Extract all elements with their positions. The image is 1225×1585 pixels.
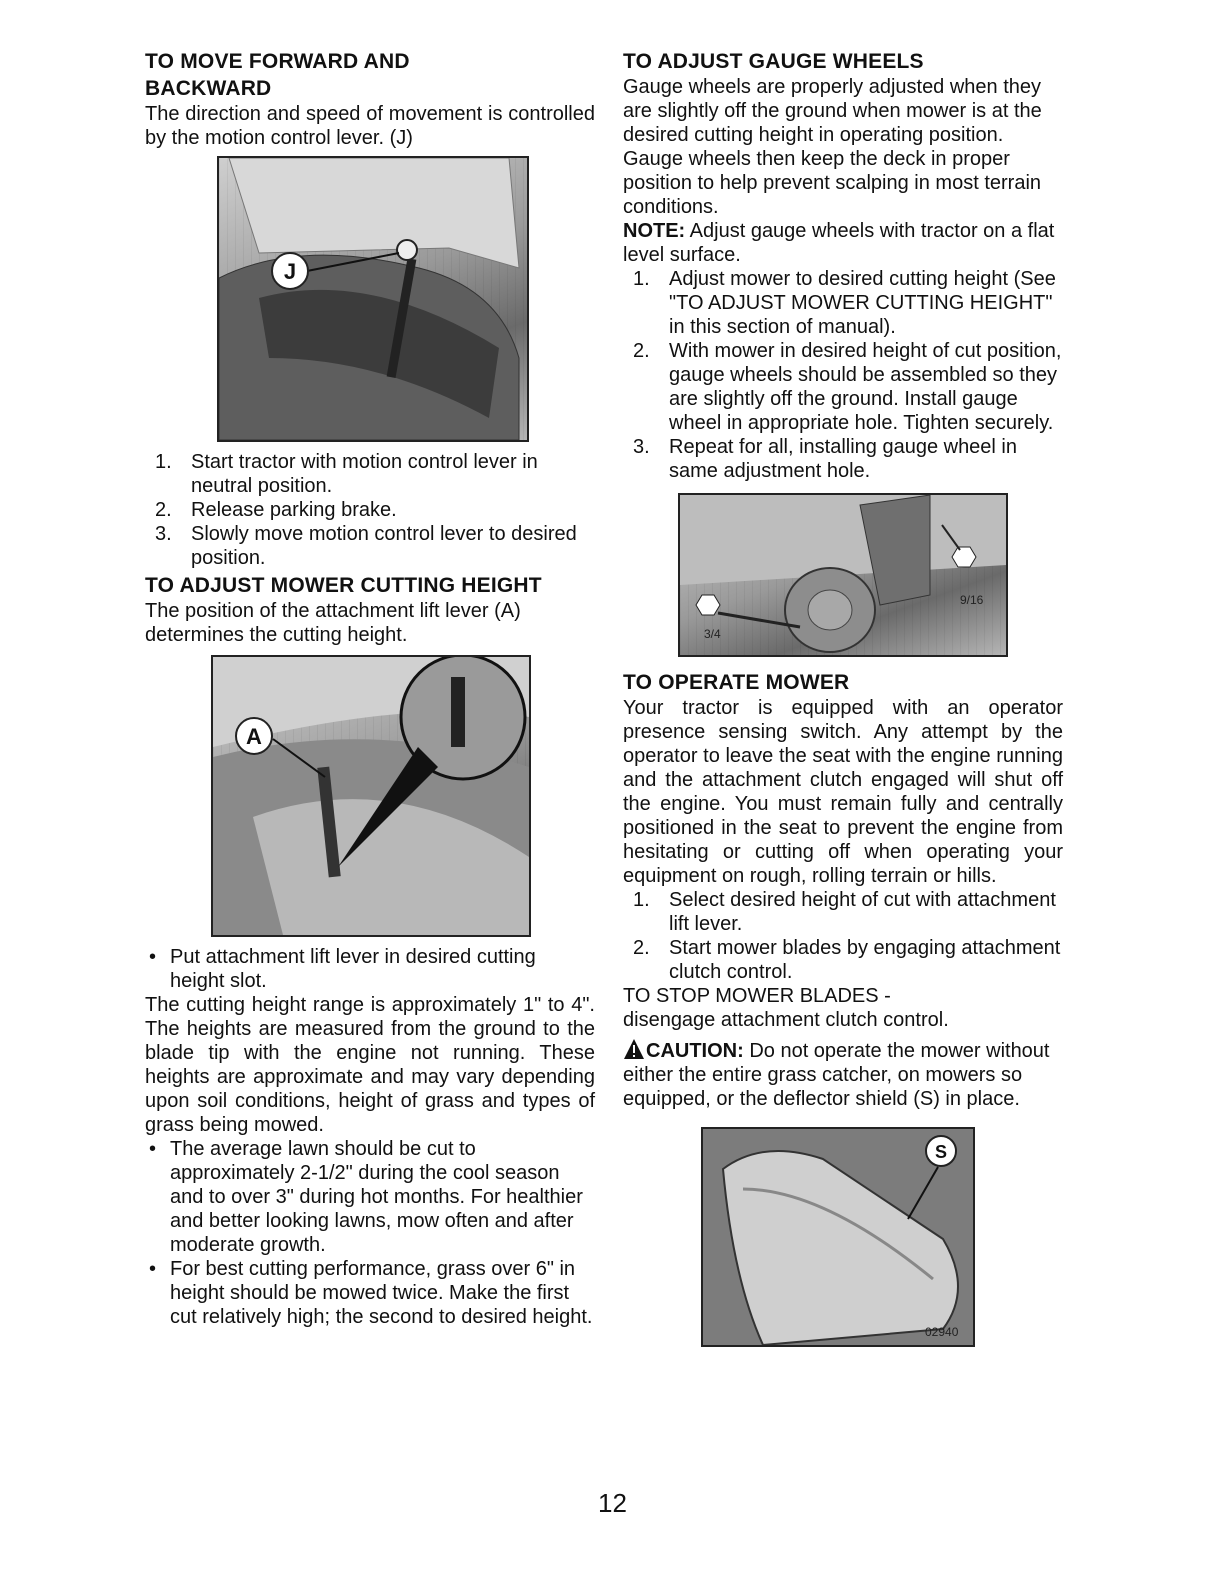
gauge-intro: Gauge wheels are properly adjusted when they are slightly off the ground when mower is at the desired cutting height in operating position. Gauge wheels then keep the deck in proper position to help prevent scalping in most terrain conditions. bbox=[623, 76, 1042, 218]
caution-warning-icon bbox=[623, 1038, 645, 1060]
list-item: 2. Start mower blades by engaging attachment clutch control. bbox=[633, 937, 1061, 983]
operate-heading: TO OPERATE MOWER bbox=[623, 671, 850, 694]
height-heading: TO ADJUST MOWER CUTTING HEIGHT bbox=[145, 574, 542, 597]
operate-steps-list bbox=[623, 888, 1063, 984]
attachment-lift-lever-drawing bbox=[213, 657, 529, 935]
list-item: 3. Slowly move motion control lever to desired position. bbox=[155, 523, 577, 569]
lawn-tips-list bbox=[145, 1137, 595, 1329]
list-item: 3. Repeat for all, installing gauge wheel in same adjustment hole. bbox=[633, 436, 1017, 482]
list-item: 1. Select desired height of cut with attachment lift lever. bbox=[633, 889, 1056, 935]
callout-j: J bbox=[271, 252, 309, 290]
gauge-note: NOTE: Adjust gauge wheels with tractor on a flat level surface. bbox=[623, 220, 1055, 266]
height-range-text: The cutting height range is approximately 1" to 4". The heights are measured from the ground to the blade tip with the engine not running. These heights are approximate and may vary depending upon soil conditions, height of grass and types of grass being mowed. bbox=[145, 994, 595, 1136]
page-number: 12 bbox=[598, 1488, 627, 1518]
list-item: 2. With mower in desired height of cut position, gauge wheels should be assembled so they are slightly off the ground. Install gauge wheel in appropriate hole. Tighten securely. bbox=[633, 340, 1062, 434]
gauge-wheel-figure bbox=[678, 493, 1008, 657]
motion-control-lever-drawing bbox=[219, 158, 527, 440]
stop-blades-line-2: disengage attachment clutch control. bbox=[623, 1009, 949, 1031]
list-item: • For best cutting performance, grass over 6" in height should be mowed twice. Make the first cut relatively high; the second to desired height. bbox=[149, 1258, 593, 1328]
stop-blades-line-1: TO STOP MOWER BLADES - bbox=[623, 985, 891, 1007]
list-item: 1. Start tractor with motion control lever in neutral position. bbox=[155, 451, 538, 497]
operate-intro: Your tractor is equipped with an operator presence sensing switch. Any attempt by the operator to leave the seat with the engine running and the attachment clutch engaged will shut off the engine. You must remain fully and centrally positioned in the seat to prevent the engine from hesitating or cutting off when operating your equipment on rough, rolling terrain or hills. bbox=[623, 697, 1063, 887]
deflector-shield-figure bbox=[701, 1127, 975, 1347]
forward-intro: The direction and speed of movement is controlled by the motion control lever. (J) bbox=[145, 103, 595, 149]
height-bullet-list bbox=[145, 945, 595, 993]
right-column bbox=[623, 48, 1063, 1347]
caution-label: CAUTION: bbox=[646, 1040, 744, 1062]
gauge-wheel-drawing bbox=[680, 495, 1006, 655]
gauge-heading: TO ADJUST GAUGE WHEELS bbox=[623, 50, 924, 73]
list-item: • The average lawn should be cut to approximately 2-1/2" during the cool season and to over 3" during hot months. For healthier and better looking lawns, mow often and after moderate growth. bbox=[149, 1138, 583, 1256]
list-item: 1. Adjust mower to desired cutting height (See "TO ADJUST MOWER CUTTING HEIGHT" in this section of manual). bbox=[633, 268, 1056, 338]
caution-paragraph: CAUTION: Do not operate the mower without either the entire grass catcher, on mowers so equipped, or the deflector shield (S) in place. bbox=[623, 1040, 1050, 1110]
callout-s: S bbox=[925, 1135, 957, 1167]
wrench-size-label-3-4: 3/4 bbox=[704, 627, 721, 641]
list-item: 2. Release parking brake. bbox=[155, 499, 397, 521]
list-item: • Put attachment lift lever in desired cutting height slot. bbox=[149, 946, 536, 992]
note-label: NOTE: bbox=[623, 220, 686, 242]
height-intro: The position of the attachment lift lever (A) determines the cutting height. bbox=[145, 600, 521, 646]
wrench-size-label-9-16: 9/16 bbox=[960, 593, 984, 607]
figure-code: 02940 bbox=[925, 1325, 959, 1339]
forward-steps-list bbox=[145, 450, 595, 570]
gauge-steps-list bbox=[623, 267, 1063, 483]
left-column bbox=[145, 48, 595, 1329]
callout-a: A bbox=[235, 717, 273, 755]
attachment-lift-lever-figure bbox=[211, 655, 531, 937]
motion-control-lever-figure bbox=[217, 156, 529, 442]
forward-heading: TO MOVE FORWARD AND BACKWARD bbox=[145, 50, 410, 100]
